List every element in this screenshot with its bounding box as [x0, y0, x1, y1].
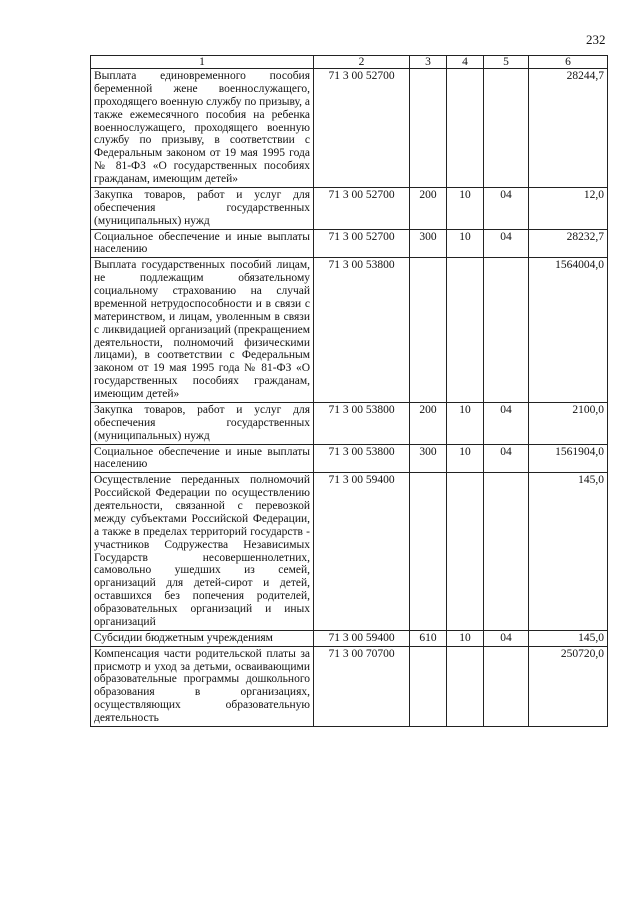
row-kvr-cell: 300 [410, 444, 447, 473]
row-name-cell: Закупка товаров, работ и услуг для обеспечения государственных (муниципальных) нужд [91, 187, 314, 229]
row-rz-cell: 10 [447, 402, 484, 444]
row-code-cell: 71 3 00 52700 [314, 187, 410, 229]
row-name-cell: Компенсация части родительской платы за присмотр и уход за детьми, осваивающими образовательные программы дошкольного образования в организациях, осуществляющих образовательную деятельность [91, 646, 314, 726]
row-amount-cell: 12,0 [529, 187, 608, 229]
row-name-cell: Субсидии бюджетным учреждениям [91, 630, 314, 646]
row-rz-cell [447, 473, 484, 631]
page-number: 232 [586, 32, 606, 47]
row-rz-cell [447, 646, 484, 726]
header-col-4: 4 [447, 56, 484, 69]
row-kvr-cell [410, 646, 447, 726]
row-name-cell: Социальное обеспечение и иные выплаты населению [91, 229, 314, 258]
table-row [91, 229, 608, 258]
header-col-3: 3 [410, 56, 447, 69]
row-kvr-cell [410, 69, 447, 188]
row-kvr-cell: 610 [410, 630, 447, 646]
row-code-cell: 71 3 00 52700 [314, 69, 410, 188]
row-pr-cell [484, 258, 529, 403]
row-pr-cell: 04 [484, 187, 529, 229]
table-row [91, 402, 608, 444]
table-row [91, 69, 608, 188]
row-amount-cell: 145,0 [529, 473, 608, 631]
row-code-cell: 71 3 00 53800 [314, 258, 410, 403]
table-row [91, 473, 608, 631]
header-col-2: 2 [314, 56, 410, 69]
row-code-cell: 71 3 00 70700 [314, 646, 410, 726]
row-code-cell: 71 3 00 59400 [314, 630, 410, 646]
row-rz-cell [447, 69, 484, 188]
row-name-cell: Закупка товаров, работ и услуг для обеспечения государственных (муниципальных) нужд [91, 402, 314, 444]
row-amount-cell: 28232,7 [529, 229, 608, 258]
row-pr-cell [484, 69, 529, 188]
budget-table-body [91, 56, 608, 727]
table-row [91, 444, 608, 473]
row-rz-cell: 10 [447, 444, 484, 473]
row-name-cell: Осуществление переданных полномочий Российской Федерации по осуществлению деятельности, связанной с перевозкой между субъектами Российской Федерации, а также в пределах территорий государств - участников Содружества Независимых Государств несовершеннолетних, самовольно ушедших из семей, организаций для детей-сирот и детей, оставшихся без попечения родителей, образовательных организаций и иных организаций [91, 473, 314, 631]
row-pr-cell: 04 [484, 402, 529, 444]
row-pr-cell: 04 [484, 630, 529, 646]
row-amount-cell: 250720,0 [529, 646, 608, 726]
row-kvr-cell: 300 [410, 229, 447, 258]
table-row [91, 187, 608, 229]
header-row [91, 56, 608, 69]
row-rz-cell: 10 [447, 229, 484, 258]
row-code-cell: 71 3 00 59400 [314, 473, 410, 631]
row-kvr-cell [410, 473, 447, 631]
row-amount-cell: 1564004,0 [529, 258, 608, 403]
row-amount-cell: 145,0 [529, 630, 608, 646]
row-kvr-cell: 200 [410, 187, 447, 229]
row-code-cell: 71 3 00 53800 [314, 402, 410, 444]
table-row [91, 258, 608, 403]
header-col-5: 5 [484, 56, 529, 69]
header-col-1: 1 [91, 56, 314, 69]
row-kvr-cell: 200 [410, 402, 447, 444]
row-name-cell: Социальное обеспечение и иные выплаты населению [91, 444, 314, 473]
table-row [91, 630, 608, 646]
row-pr-cell: 04 [484, 444, 529, 473]
row-kvr-cell [410, 258, 447, 403]
row-amount-cell: 28244,7 [529, 69, 608, 188]
row-rz-cell: 10 [447, 630, 484, 646]
row-amount-cell: 1561904,0 [529, 444, 608, 473]
row-name-cell: Выплата единовременного пособия беременной жене военнослужащего, проходящего военную службу по призыву, а также ежемесячного пособия на ребенка военнослужащего, проходящего военную службу по призыву, в соответствии с Федеральным законом от 19 мая 1995 года № 81-ФЗ «О государственных пособиях гражданам, имеющим детей» [91, 69, 314, 188]
header-col-6: 6 [529, 56, 608, 69]
row-pr-cell [484, 473, 529, 631]
row-pr-cell [484, 646, 529, 726]
row-pr-cell: 04 [484, 229, 529, 258]
row-rz-cell [447, 258, 484, 403]
row-amount-cell: 2100,0 [529, 402, 608, 444]
table-row [91, 646, 608, 726]
row-code-cell: 71 3 00 53800 [314, 444, 410, 473]
row-code-cell: 71 3 00 52700 [314, 229, 410, 258]
row-name-cell: Выплата государственных пособий лицам, не подлежащим обязательному социальному страхованию на случай временной нетрудоспособности и в связи с материнством, и лицам, уволенным в связи с ликвидацией организаций (прекращением деятельности, полномочий физическими лицами), в соответствии с Федеральным законом от 19 мая 1995 года № 81-ФЗ «О государственных пособиях гражданам, имеющим детей» [91, 258, 314, 403]
budget-table [90, 55, 608, 727]
row-rz-cell: 10 [447, 187, 484, 229]
